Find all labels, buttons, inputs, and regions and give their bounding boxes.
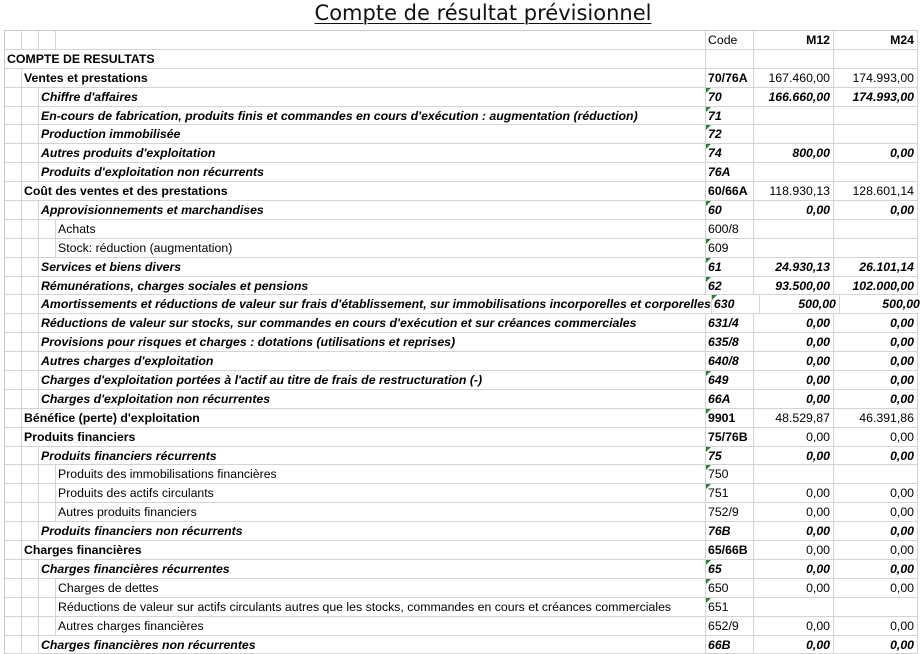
row-code-text: 640/8 bbox=[708, 354, 739, 368]
row-code[interactable] bbox=[706, 220, 754, 238]
table-row bbox=[5, 579, 918, 598]
row-m12-value[interactable]: 0,00 bbox=[754, 428, 834, 446]
row-label[interactable]: Amortissements et réductions de valeur sur frais d'établissement, sur immobilisations incorporelles et corporelles bbox=[39, 295, 712, 313]
row-m24-value[interactable]: 0,00 bbox=[834, 390, 918, 408]
row-code[interactable] bbox=[706, 352, 754, 370]
row-code[interactable] bbox=[706, 390, 754, 408]
indent-cell[interactable] bbox=[22, 295, 39, 313]
row-label[interactable]: Produits d'exploitation non récurrents bbox=[39, 163, 706, 181]
comment-marker-icon bbox=[706, 447, 711, 452]
row-code-text: 65/66B bbox=[708, 543, 748, 557]
indent-cell[interactable] bbox=[5, 69, 22, 87]
row-m24-value[interactable]: 0,00 bbox=[834, 560, 918, 578]
row-m24-value[interactable]: 0,00 bbox=[834, 144, 918, 162]
indent-cell[interactable] bbox=[5, 88, 22, 106]
indent-cell[interactable] bbox=[22, 239, 39, 257]
indent-cell[interactable] bbox=[5, 31, 22, 49]
table-row bbox=[5, 333, 918, 352]
row-label[interactable]: Ventes et prestations bbox=[22, 69, 706, 87]
row-m12-value[interactable]: 0,00 bbox=[754, 636, 834, 654]
row-m12-value[interactable]: 0,00 bbox=[754, 522, 834, 540]
indent-cell[interactable] bbox=[5, 390, 22, 408]
row-code[interactable] bbox=[706, 69, 754, 87]
row-m12-value[interactable]: 24.930,13 bbox=[754, 258, 834, 276]
row-m24-value[interactable] bbox=[834, 107, 918, 125]
comment-marker-icon bbox=[706, 371, 711, 376]
indent-cell[interactable] bbox=[5, 598, 22, 616]
indent-cell[interactable] bbox=[5, 163, 22, 181]
row-m12-value[interactable] bbox=[754, 598, 834, 616]
row-m12-value[interactable]: 500,00 bbox=[760, 295, 840, 313]
row-code[interactable] bbox=[706, 579, 754, 597]
row-m24-value[interactable]: 0,00 bbox=[834, 484, 918, 502]
indent-cell[interactable] bbox=[39, 617, 56, 635]
indent-cell[interactable] bbox=[5, 258, 22, 276]
table-row bbox=[5, 409, 918, 428]
row-m12-value[interactable]: 0,00 bbox=[754, 503, 834, 521]
indent-cell[interactable] bbox=[22, 277, 39, 295]
indent-cell[interactable] bbox=[5, 201, 22, 219]
comment-marker-icon bbox=[706, 258, 711, 263]
table-row bbox=[5, 617, 918, 636]
table-row bbox=[5, 503, 918, 522]
row-m12-value[interactable]: 0,00 bbox=[754, 352, 834, 370]
table-row bbox=[5, 220, 918, 239]
row-code[interactable] bbox=[706, 465, 754, 483]
indent-cell[interactable] bbox=[5, 144, 22, 162]
table-row bbox=[5, 258, 918, 277]
row-code[interactable] bbox=[706, 163, 754, 181]
header-label-cell[interactable] bbox=[56, 31, 706, 49]
row-label[interactable]: Charges d'exploitation portées à l'actif au titre de frais de restructuration (-) bbox=[39, 371, 706, 389]
indent-cell[interactable] bbox=[22, 560, 39, 578]
row-m12-value[interactable]: 0,00 bbox=[754, 333, 834, 351]
indent-cell[interactable] bbox=[22, 258, 39, 276]
row-label[interactable]: Réductions de valeur sur actifs circulants autres que les stocks, commandes en cours et créances commerciales bbox=[56, 598, 706, 616]
row-label[interactable]: Produits financiers non récurrents bbox=[39, 522, 706, 540]
row-m24-value[interactable]: 0,00 bbox=[834, 352, 918, 370]
row-m24-value[interactable]: 0,00 bbox=[834, 541, 918, 559]
indent-cell[interactable] bbox=[5, 503, 22, 521]
indent-cell[interactable] bbox=[22, 144, 39, 162]
row-label[interactable]: Produits financiers récurrents bbox=[39, 447, 706, 465]
row-code-text: 635/8 bbox=[708, 335, 739, 349]
row-label[interactable]: Approvisionnements et marchandises bbox=[39, 201, 706, 219]
indent-cell[interactable] bbox=[22, 352, 39, 370]
table-row bbox=[5, 107, 918, 126]
indent-cell[interactable] bbox=[5, 541, 22, 559]
row-m12-value[interactable]: 0,00 bbox=[754, 314, 834, 332]
row-label[interactable]: Produits des immobilisations financières bbox=[56, 465, 706, 483]
row-code[interactable] bbox=[706, 239, 754, 257]
row-code-text: 60 bbox=[708, 203, 722, 217]
comment-marker-icon bbox=[706, 107, 711, 112]
row-code[interactable] bbox=[706, 371, 754, 389]
indent-cell[interactable] bbox=[22, 484, 39, 502]
row-code[interactable] bbox=[706, 88, 754, 106]
row-m12-value[interactable]: 0,00 bbox=[754, 541, 834, 559]
indent-cell[interactable] bbox=[5, 465, 22, 483]
row-m12-value[interactable]: 0,00 bbox=[754, 390, 834, 408]
table-row bbox=[5, 352, 918, 371]
row-m24-value[interactable]: 0,00 bbox=[834, 579, 918, 597]
comment-marker-icon bbox=[706, 409, 711, 414]
row-code-text: 609 bbox=[708, 241, 729, 255]
comment-marker-icon bbox=[706, 484, 711, 489]
row-m24-value[interactable]: 128.601,14 bbox=[834, 182, 918, 200]
row-label[interactable]: Produits financiers bbox=[22, 428, 706, 446]
row-m12-value[interactable]: 0,00 bbox=[754, 201, 834, 219]
row-code-text: 651 bbox=[708, 600, 729, 614]
row-code[interactable] bbox=[706, 277, 754, 295]
indent-cell[interactable] bbox=[5, 314, 22, 332]
row-label[interactable]: Charges de dettes bbox=[56, 579, 706, 597]
indent-cell[interactable] bbox=[22, 220, 39, 238]
row-code-text: 71 bbox=[708, 109, 722, 123]
table-row bbox=[5, 598, 918, 617]
row-code[interactable] bbox=[706, 107, 754, 125]
row-label[interactable]: Autres produits d'exploitation bbox=[39, 144, 706, 162]
table-row bbox=[5, 144, 918, 163]
row-code[interactable] bbox=[706, 541, 754, 559]
row-code-text: 62 bbox=[708, 279, 722, 293]
indent-cell[interactable] bbox=[22, 314, 39, 332]
row-m24-value[interactable] bbox=[834, 50, 918, 68]
row-label[interactable]: Stock: réduction (augmentation) bbox=[56, 239, 706, 257]
row-code-text: 9901 bbox=[708, 411, 735, 425]
indent-cell[interactable] bbox=[5, 409, 22, 427]
row-m12-value[interactable] bbox=[754, 125, 834, 143]
row-label[interactable]: Charges financières non récurrentes bbox=[39, 636, 706, 654]
comment-marker-icon bbox=[706, 125, 711, 130]
page-title-text: Compte de résultat prévisionnel bbox=[315, 1, 652, 25]
row-code-text: 76B bbox=[708, 524, 731, 538]
row-label[interactable]: Provisions pour risques et charges : dotations (utilisations et reprises) bbox=[39, 333, 706, 351]
row-m12-value[interactable]: 48.529,87 bbox=[754, 409, 834, 427]
row-label[interactable]: Chiffre d'affaires bbox=[39, 88, 706, 106]
table-row bbox=[5, 295, 918, 314]
row-m24-value[interactable] bbox=[834, 163, 918, 181]
row-m24-value[interactable]: 46.391,86 bbox=[834, 409, 918, 427]
comment-marker-icon bbox=[706, 144, 711, 149]
indent-cell[interactable] bbox=[5, 295, 22, 313]
table-row bbox=[5, 277, 918, 296]
row-code-text: 76A bbox=[708, 165, 731, 179]
row-m24-value[interactable] bbox=[834, 465, 918, 483]
indent-cell[interactable] bbox=[39, 484, 56, 502]
indent-cell[interactable] bbox=[22, 333, 39, 351]
indent-cell[interactable] bbox=[5, 560, 22, 578]
row-m12-value[interactable] bbox=[754, 163, 834, 181]
comment-marker-icon bbox=[706, 598, 711, 603]
indent-cell[interactable] bbox=[5, 636, 22, 654]
comment-marker-icon bbox=[706, 560, 711, 565]
row-code[interactable] bbox=[706, 484, 754, 502]
row-code-text: 61 bbox=[708, 260, 722, 274]
row-m12-value[interactable]: 0,00 bbox=[754, 484, 834, 502]
row-code-text: 74 bbox=[708, 146, 722, 160]
row-m24-value[interactable]: 0,00 bbox=[834, 333, 918, 351]
row-label[interactable]: Autres charges d'exploitation bbox=[39, 352, 706, 370]
indent-cell[interactable] bbox=[39, 465, 56, 483]
indent-cell[interactable] bbox=[5, 107, 22, 125]
row-code-text: 72 bbox=[708, 127, 722, 141]
indent-cell[interactable] bbox=[39, 220, 56, 238]
table-row bbox=[5, 125, 918, 144]
indent-cell[interactable] bbox=[22, 390, 39, 408]
row-code-text: 649 bbox=[708, 373, 729, 387]
indent-cell[interactable] bbox=[39, 31, 56, 49]
indent-cell[interactable] bbox=[5, 333, 22, 351]
row-code[interactable] bbox=[706, 50, 754, 68]
table-row bbox=[5, 50, 918, 69]
indent-cell[interactable] bbox=[22, 163, 39, 181]
row-code[interactable] bbox=[706, 144, 754, 162]
row-m24-value[interactable] bbox=[834, 239, 918, 257]
indent-cell[interactable] bbox=[5, 428, 22, 446]
row-m12-value[interactable] bbox=[754, 107, 834, 125]
comment-marker-icon bbox=[706, 465, 711, 470]
row-m24-value[interactable]: 0,00 bbox=[834, 636, 918, 654]
row-code[interactable] bbox=[712, 295, 760, 313]
row-m12-value[interactable]: 800,00 bbox=[754, 144, 834, 162]
table-row bbox=[5, 447, 918, 466]
row-code-text: 751 bbox=[708, 486, 729, 500]
table-row bbox=[5, 163, 918, 182]
row-code[interactable] bbox=[706, 636, 754, 654]
row-label[interactable]: Charges d'exploitation non récurrentes bbox=[39, 390, 706, 408]
row-m24-value[interactable]: 174.993,00 bbox=[834, 88, 918, 106]
row-m24-value[interactable]: 0,00 bbox=[834, 201, 918, 219]
indent-cell[interactable] bbox=[5, 239, 22, 257]
row-label[interactable]: Services et biens divers bbox=[39, 258, 706, 276]
row-code-text: 750 bbox=[708, 467, 729, 481]
indent-cell[interactable] bbox=[5, 447, 22, 465]
indent-cell[interactable] bbox=[22, 447, 39, 465]
row-label[interactable]: Charges financières récurrentes bbox=[39, 560, 706, 578]
table-row bbox=[5, 465, 918, 484]
indent-cell[interactable] bbox=[5, 522, 22, 540]
row-code[interactable] bbox=[706, 125, 754, 143]
row-code[interactable] bbox=[706, 522, 754, 540]
indent-cell[interactable] bbox=[5, 352, 22, 370]
income-statement-sheet bbox=[4, 30, 918, 654]
indent-cell[interactable] bbox=[22, 31, 39, 49]
row-m12-value[interactable]: 93.500,00 bbox=[754, 277, 834, 295]
row-code[interactable] bbox=[706, 409, 754, 427]
indent-cell[interactable] bbox=[22, 522, 39, 540]
row-m12-value[interactable] bbox=[754, 239, 834, 257]
row-m24-value[interactable]: 0,00 bbox=[834, 428, 918, 446]
row-code-text: 70/76A bbox=[708, 71, 748, 85]
row-code-text: 652/9 bbox=[708, 619, 739, 633]
table-row bbox=[5, 541, 918, 560]
header-m12[interactable]: M12 bbox=[754, 31, 834, 49]
row-label[interactable]: Rémunérations, charges sociales et pensions bbox=[39, 277, 706, 295]
indent-cell[interactable] bbox=[22, 465, 39, 483]
row-m24-value[interactable]: 102.000,00 bbox=[834, 277, 918, 295]
table-row bbox=[5, 560, 918, 579]
header-row bbox=[5, 31, 918, 50]
row-label[interactable]: COMPTE DE RESULTATS bbox=[5, 50, 706, 68]
row-label[interactable]: Charges financières bbox=[22, 541, 706, 559]
row-m24-value[interactable] bbox=[834, 598, 918, 616]
table-row bbox=[5, 522, 918, 541]
row-code[interactable] bbox=[706, 258, 754, 276]
row-m12-value[interactable]: 0,00 bbox=[754, 447, 834, 465]
row-code-text: 60/66A bbox=[708, 184, 748, 198]
row-code-text: 631/4 bbox=[708, 316, 739, 330]
indent-cell[interactable] bbox=[22, 371, 39, 389]
indent-cell[interactable] bbox=[5, 579, 22, 597]
row-m24-value[interactable]: 174.993,00 bbox=[834, 69, 918, 87]
row-m12-value[interactable]: 0,00 bbox=[754, 617, 834, 635]
indent-cell[interactable] bbox=[22, 107, 39, 125]
comment-marker-icon bbox=[706, 239, 711, 244]
indent-cell[interactable] bbox=[5, 220, 22, 238]
row-m24-value[interactable]: 0,00 bbox=[834, 503, 918, 521]
row-m24-value[interactable]: 0,00 bbox=[834, 314, 918, 332]
indent-cell[interactable] bbox=[22, 598, 39, 616]
table-row bbox=[5, 88, 918, 107]
indent-cell[interactable] bbox=[39, 239, 56, 257]
row-code-text: 650 bbox=[708, 581, 729, 595]
table-row bbox=[5, 484, 918, 503]
table-row bbox=[5, 636, 918, 654]
row-m24-value[interactable]: 0,00 bbox=[834, 522, 918, 540]
row-m12-value[interactable]: 0,00 bbox=[754, 579, 834, 597]
row-code[interactable] bbox=[706, 314, 754, 332]
row-m24-value[interactable]: 500,00 bbox=[840, 295, 920, 313]
row-m12-value[interactable] bbox=[754, 465, 834, 483]
row-code-text: 600/8 bbox=[708, 222, 739, 236]
row-code-text: 75 bbox=[708, 449, 722, 463]
indent-cell[interactable] bbox=[22, 201, 39, 219]
row-m24-value[interactable] bbox=[834, 220, 918, 238]
row-label[interactable]: Achats bbox=[56, 220, 706, 238]
row-code[interactable] bbox=[706, 333, 754, 351]
indent-cell[interactable] bbox=[22, 125, 39, 143]
row-label[interactable]: Bénéfice (perte) d'exploitation bbox=[22, 409, 706, 427]
row-m12-value[interactable] bbox=[754, 220, 834, 238]
row-label[interactable]: Autres charges financières bbox=[56, 617, 706, 635]
row-code-text: 70 bbox=[708, 90, 722, 104]
row-label[interactable]: Production immobilisée bbox=[39, 125, 706, 143]
row-m24-value[interactable]: 26.101,14 bbox=[834, 258, 918, 276]
row-m24-value[interactable] bbox=[834, 125, 918, 143]
table-row bbox=[5, 390, 918, 409]
row-code-text: 75/76B bbox=[708, 430, 748, 444]
indent-cell[interactable] bbox=[39, 598, 56, 616]
row-label[interactable]: Réductions de valeur sur stocks, sur commandes en cours d'exécution et sur créances commerciales bbox=[39, 314, 706, 332]
indent-cell[interactable] bbox=[22, 88, 39, 106]
row-code[interactable] bbox=[706, 617, 754, 635]
row-code[interactable] bbox=[706, 428, 754, 446]
row-m12-value[interactable]: 167.460,00 bbox=[754, 69, 834, 87]
indent-cell[interactable] bbox=[5, 484, 22, 502]
indent-cell[interactable] bbox=[5, 277, 22, 295]
comment-marker-icon bbox=[706, 201, 711, 206]
row-code[interactable] bbox=[706, 201, 754, 219]
comment-marker-icon bbox=[712, 295, 717, 300]
comment-marker-icon bbox=[706, 88, 711, 93]
row-code[interactable] bbox=[706, 598, 754, 616]
page-title bbox=[0, 0, 920, 26]
row-code[interactable] bbox=[706, 560, 754, 578]
table-row bbox=[5, 182, 918, 201]
row-m24-value[interactable]: 0,00 bbox=[834, 447, 918, 465]
indent-cell[interactable] bbox=[5, 182, 22, 200]
indent-cell[interactable] bbox=[22, 617, 39, 635]
indent-cell[interactable] bbox=[5, 371, 22, 389]
row-label[interactable]: En-cours de fabrication, produits finis et commandes en cours d'exécution : augmentation (réduction) bbox=[39, 107, 706, 125]
row-code-text: 752/9 bbox=[708, 505, 739, 519]
row-label[interactable]: Coût des ventes et des prestations bbox=[22, 182, 706, 200]
row-m24-value[interactable]: 0,00 bbox=[834, 617, 918, 635]
row-label[interactable]: Produits des actifs circulants bbox=[56, 484, 706, 502]
row-code[interactable] bbox=[706, 503, 754, 521]
table-row bbox=[5, 239, 918, 258]
table-row bbox=[5, 69, 918, 88]
row-m12-value[interactable]: 118.930,13 bbox=[754, 182, 834, 200]
row-code-text: 66A bbox=[708, 392, 731, 406]
header-m24[interactable]: M24 bbox=[834, 31, 918, 49]
row-code-text: 630 bbox=[714, 297, 735, 311]
row-code[interactable] bbox=[706, 182, 754, 200]
indent-cell[interactable] bbox=[39, 579, 56, 597]
comment-marker-icon bbox=[706, 579, 711, 584]
indent-cell[interactable] bbox=[22, 579, 39, 597]
indent-cell[interactable] bbox=[39, 503, 56, 521]
table-row bbox=[5, 314, 918, 333]
table-row bbox=[5, 371, 918, 390]
row-m12-value[interactable]: 0,00 bbox=[754, 371, 834, 389]
table-row bbox=[5, 428, 918, 447]
row-code-text: 66B bbox=[708, 638, 731, 652]
row-code-text: 65 bbox=[708, 562, 722, 576]
row-m12-value[interactable]: 166.660,00 bbox=[754, 88, 834, 106]
header-code[interactable]: Code bbox=[706, 31, 754, 49]
row-m12-value[interactable]: 0,00 bbox=[754, 560, 834, 578]
row-m12-value[interactable] bbox=[754, 50, 834, 68]
indent-cell[interactable] bbox=[5, 617, 22, 635]
indent-cell[interactable] bbox=[22, 503, 39, 521]
table-row bbox=[5, 201, 918, 220]
row-code[interactable] bbox=[706, 447, 754, 465]
row-m24-value[interactable]: 0,00 bbox=[834, 371, 918, 389]
row-label[interactable]: Autres produits financiers bbox=[56, 503, 706, 521]
indent-cell[interactable] bbox=[22, 636, 39, 654]
comment-marker-icon bbox=[706, 277, 711, 282]
indent-cell[interactable] bbox=[5, 125, 22, 143]
